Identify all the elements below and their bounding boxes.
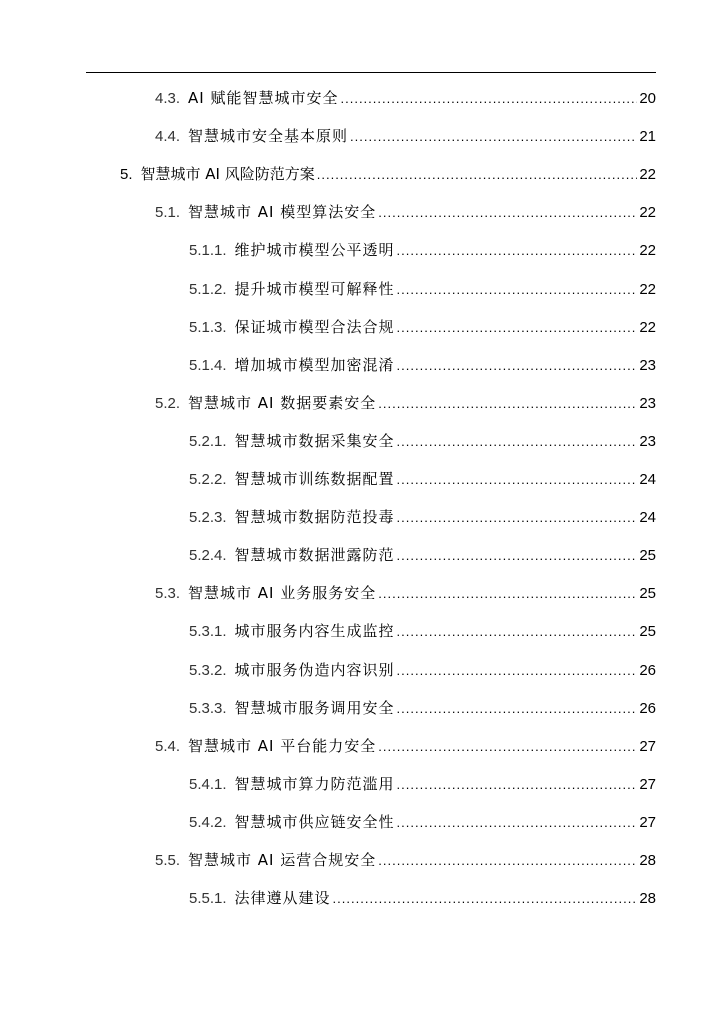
toc-entry-page: 23 [639, 394, 656, 412]
toc-entry-title: 智慧城市供应链安全性 [234, 812, 395, 831]
toc-entry[interactable] [189, 619, 656, 643]
toc-dot-leader [397, 773, 638, 797]
toc-dot-leader [378, 392, 637, 416]
toc-entry-number: 5.1.3. [189, 318, 227, 336]
toc-entry-title: 智慧城市 AI 平台能力安全 [188, 736, 377, 755]
toc-entry-page: 25 [639, 547, 656, 565]
toc-entry-page: 23 [639, 356, 656, 374]
toc-entry-title: 城市服务内容生成监控 [234, 622, 395, 641]
toc-dot-leader [350, 125, 637, 149]
toc-entry-number: 5.4.2. [189, 813, 227, 831]
toc-entry-number: 5.3.1. [189, 623, 227, 641]
toc-entry-number: 5. [120, 166, 133, 184]
toc-entry-number: 5.5.1. [189, 890, 227, 908]
toc-entry-title: 智慧城市 AI 运营合规安全 [188, 851, 377, 869]
toc-entry-page: 22 [639, 204, 656, 222]
toc-entry-page: 22 [639, 318, 656, 336]
toc-entry[interactable] [155, 86, 656, 110]
toc-entry[interactable] [189, 886, 656, 910]
toc-entry[interactable] [189, 429, 656, 453]
toc-entry[interactable] [155, 581, 656, 605]
toc-entry[interactable] [189, 353, 656, 377]
toc-entry-title: 提升城市模型可解释性 [234, 279, 395, 298]
toc-entry-number: 4.4. [155, 128, 181, 146]
toc-entry-title: 智慧城市数据采集安全 [234, 431, 395, 450]
toc-dot-leader [397, 506, 638, 530]
toc-dot-leader [397, 316, 638, 340]
toc-entry-number: 5.1.2. [189, 280, 227, 298]
toc-entry-number: 5.3. [155, 585, 181, 603]
toc-entry-title: 智慧城市 AI 风险防范方案 [140, 165, 315, 184]
toc-entry-number: 5.2.3. [189, 509, 227, 527]
toc-entry[interactable] [189, 277, 656, 301]
toc-dot-leader [397, 811, 638, 835]
toc-entry[interactable] [155, 200, 656, 224]
toc-entry-title: AI 赋能智慧城市安全 [188, 89, 339, 107]
toc-entry-title: 智慧城市数据泄露防范 [234, 546, 395, 565]
toc-entry-title: 智慧城市算力防范滥用 [234, 774, 395, 793]
toc-entry-number: 5.1.1. [189, 242, 227, 260]
toc-entry[interactable] [189, 810, 656, 834]
toc-entry-number: 5.4.1. [189, 775, 227, 793]
toc-entry[interactable] [155, 391, 656, 415]
toc-dot-leader [378, 735, 637, 759]
toc-dot-leader [317, 163, 638, 187]
toc-entry-title: 智慧城市 AI 模型算法安全 [188, 203, 377, 222]
toc-dot-leader [333, 887, 638, 911]
toc-entry-page: 28 [639, 852, 656, 869]
toc-entry-title: 智慧城市服务调用安全 [234, 698, 395, 717]
toc-entry[interactable] [189, 505, 656, 529]
toc-entry-page: 26 [639, 661, 656, 679]
toc-dot-leader [397, 468, 638, 492]
toc-entry-page: 25 [639, 623, 656, 641]
toc-entry-page: 27 [639, 813, 656, 831]
toc-entry-title: 法律遵从建设 [234, 889, 331, 908]
toc-entry-page: 25 [639, 585, 656, 603]
toc-entry[interactable] [189, 658, 656, 682]
toc-entry-number: 5.2.1. [189, 432, 227, 450]
toc-entry-page: 22 [639, 242, 656, 260]
toc-entry-page: 22 [639, 280, 656, 298]
toc-dot-leader [378, 201, 637, 225]
toc-entry[interactable] [189, 238, 656, 262]
toc-entry[interactable] [155, 734, 656, 758]
toc-entry[interactable] [155, 848, 656, 872]
toc-entry-page: 24 [639, 471, 656, 488]
toc-entry[interactable] [155, 124, 656, 148]
toc-entry-title: 智慧城市数据防范投毒 [234, 508, 395, 527]
toc-entry-page: 22 [639, 166, 656, 184]
toc-entry-number: 5.1.4. [189, 356, 227, 374]
toc-dot-leader [397, 239, 638, 263]
toc-entry-number: 4.3. [155, 90, 181, 107]
toc-entry-title: 智慧城市安全基本原则 [188, 127, 349, 146]
toc-entry-number: 5.1. [155, 204, 181, 222]
toc-entry-title: 保证城市模型合法合规 [234, 317, 395, 336]
toc-entry-number: 5.2.4. [189, 547, 227, 565]
toc-dot-leader [397, 430, 638, 454]
toc-entry[interactable] [189, 467, 656, 491]
toc-entry-title: 增加城市模型加密混淆 [234, 355, 395, 374]
toc-entry-page: 26 [639, 699, 656, 717]
toc-dot-leader [397, 544, 638, 568]
toc-entry-page: 28 [639, 890, 656, 908]
toc-dot-leader [397, 659, 638, 683]
toc-entry-title: 智慧城市训练数据配置 [234, 470, 395, 488]
toc-entry[interactable] [189, 772, 656, 796]
toc-entry[interactable] [189, 543, 656, 567]
header-rule [86, 72, 656, 73]
toc-dot-leader [397, 278, 638, 302]
toc-entry-number: 5.3.2. [189, 661, 227, 679]
toc-dot-leader [397, 697, 638, 721]
toc-entry-page: 20 [639, 90, 656, 107]
toc-entry-number: 5.5. [155, 852, 181, 869]
toc-entry-title: 智慧城市 AI 业务服务安全 [188, 584, 377, 603]
toc-entry[interactable] [189, 315, 656, 339]
toc-entry-title: 维护城市模型公平透明 [234, 241, 395, 260]
toc-entry[interactable] [189, 696, 656, 720]
toc-entry-page: 27 [639, 737, 656, 755]
toc-entry-number: 5.2. [155, 394, 181, 412]
toc-entry-title: 城市服务伪造内容识别 [234, 660, 395, 679]
toc-entry-page: 21 [639, 128, 656, 146]
toc-dot-leader [378, 582, 637, 606]
toc-entry-number: 5.3.3. [189, 699, 227, 717]
toc-entry-number: 5.4. [155, 737, 181, 755]
toc-entry-page: 24 [639, 509, 656, 527]
toc-dot-leader [397, 620, 638, 644]
toc-entry-page: 27 [639, 775, 656, 793]
toc-entry[interactable] [120, 162, 656, 186]
toc-entry-page: 23 [639, 432, 656, 450]
toc-dot-leader [378, 849, 637, 873]
toc-entry-title: 智慧城市 AI 数据要素安全 [188, 393, 377, 412]
toc-dot-leader [341, 87, 638, 111]
toc-dot-leader [397, 354, 638, 378]
toc-entry-number: 5.2.2. [189, 471, 227, 488]
